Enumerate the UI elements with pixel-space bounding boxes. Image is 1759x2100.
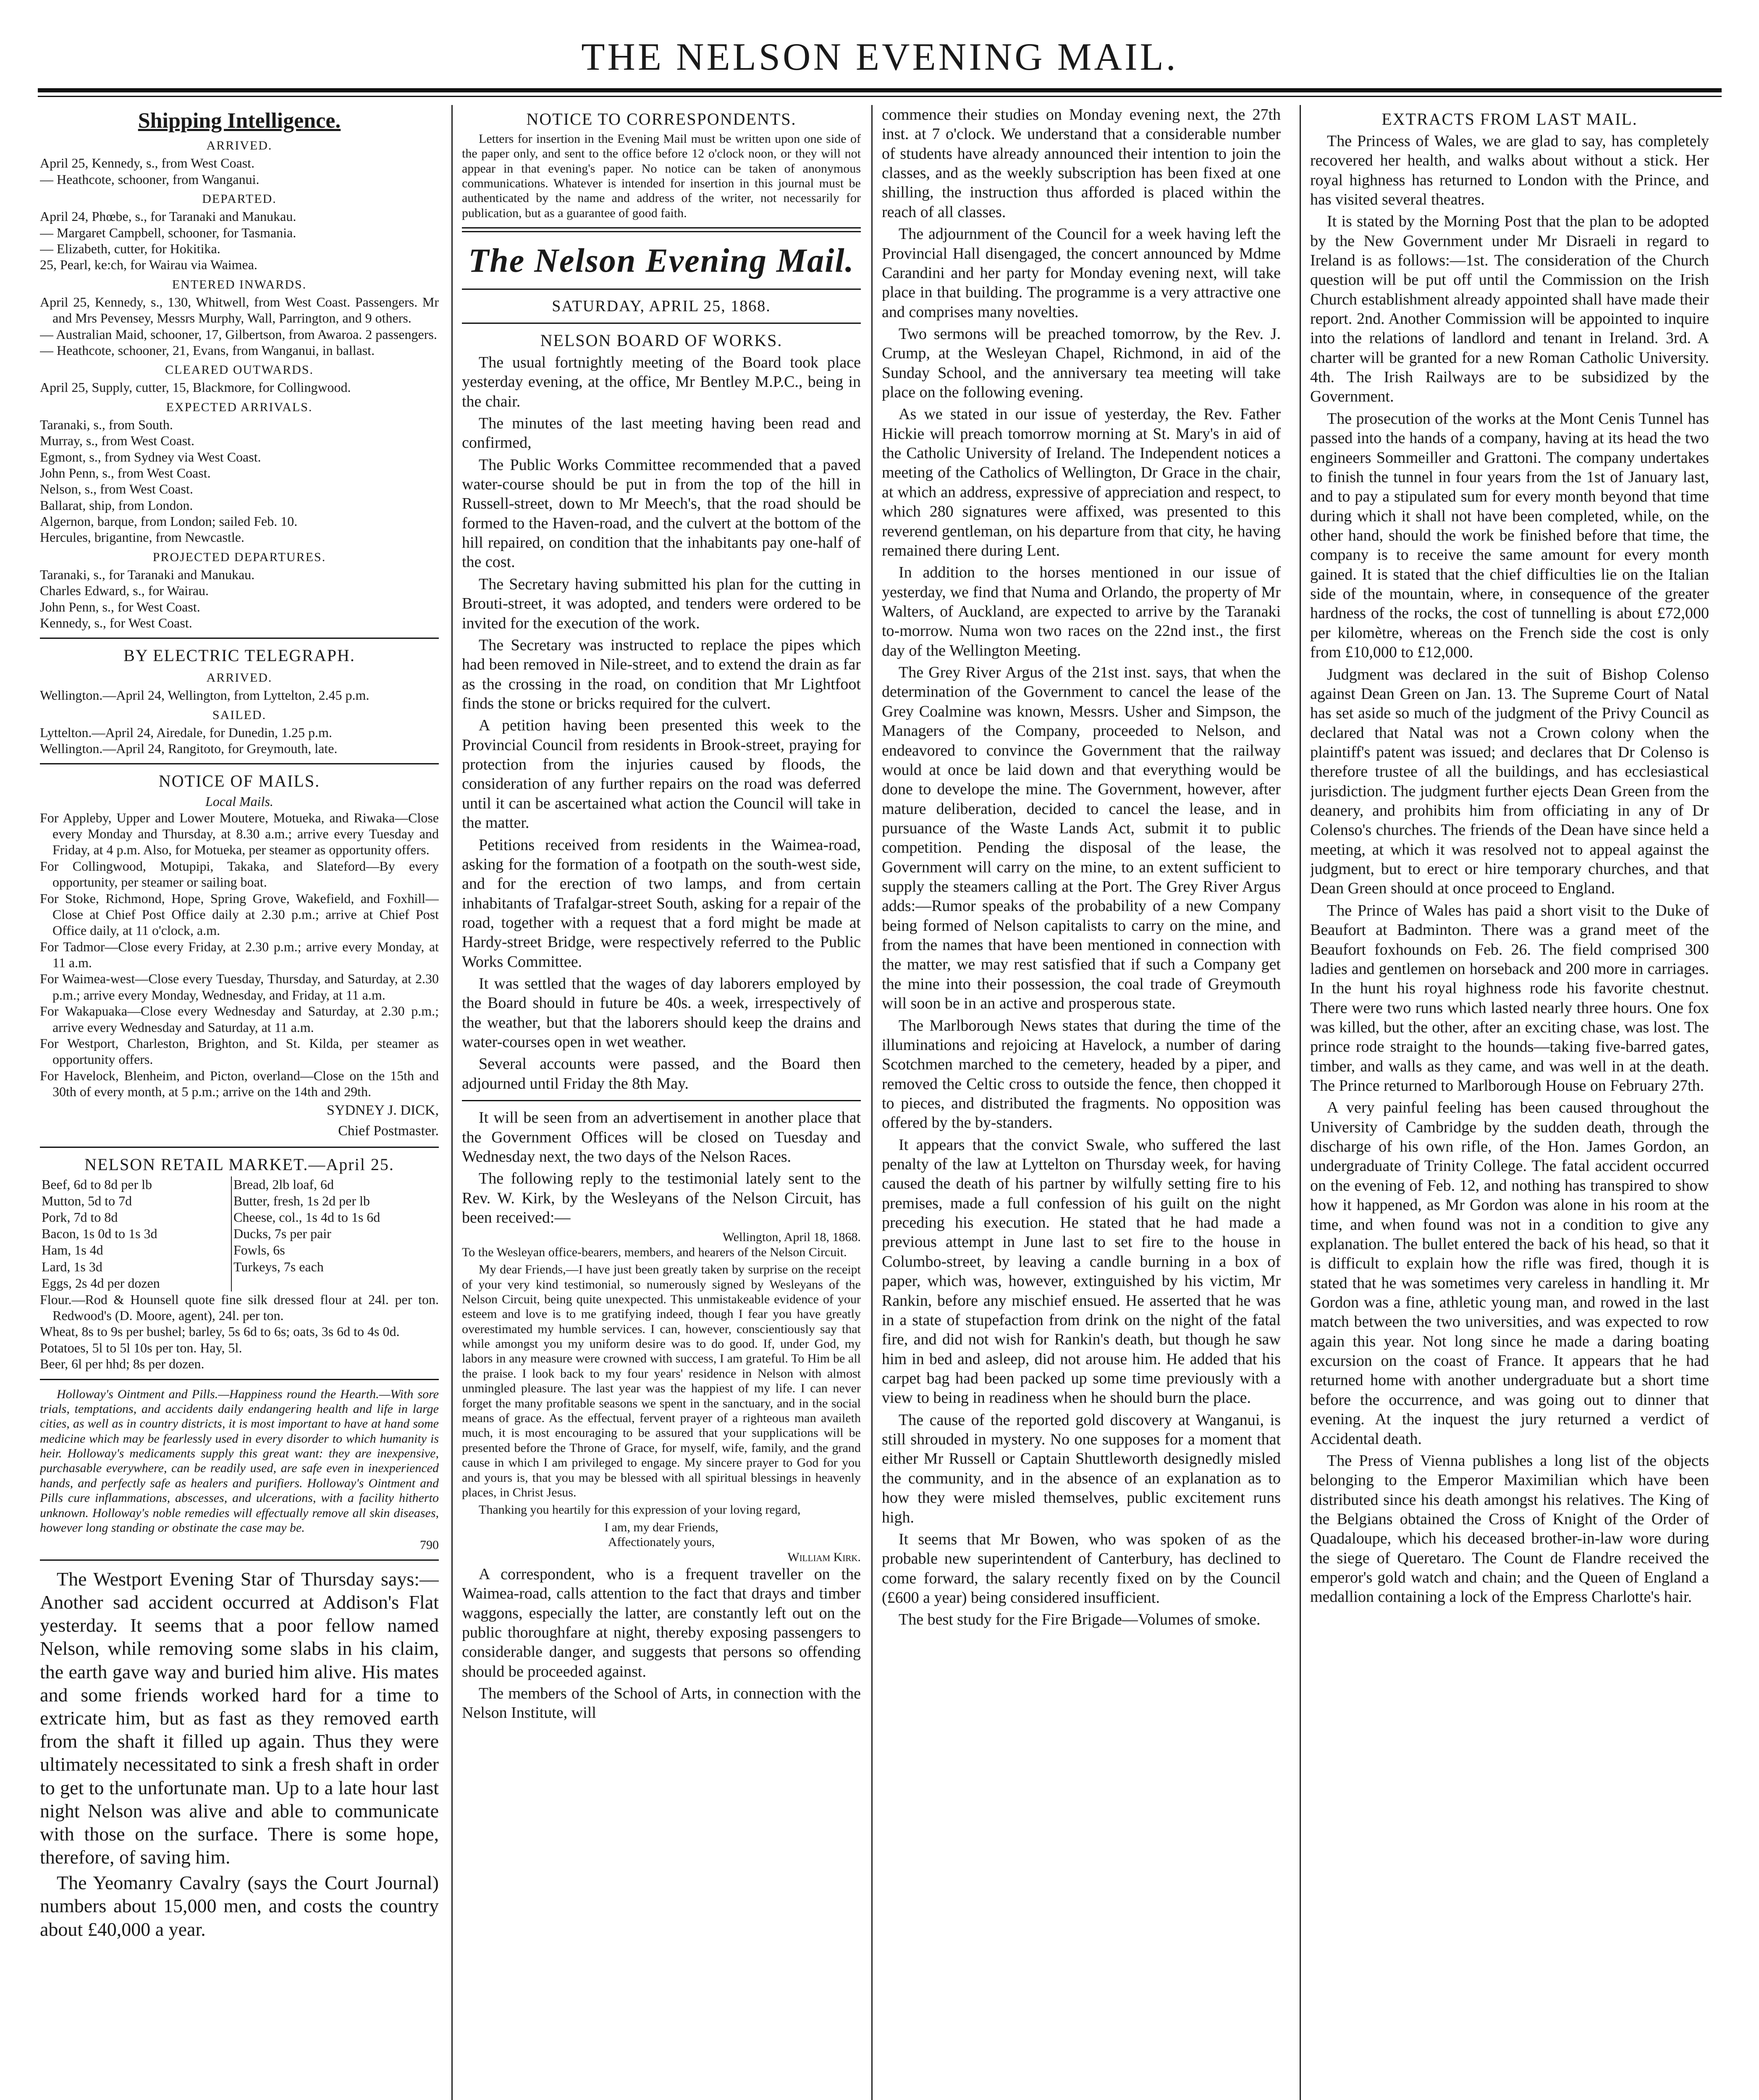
column-divider xyxy=(451,105,453,2100)
list-item: Cheese, col., 1s 4d to 1s 6d xyxy=(233,1210,380,1225)
article-paragraph: The Public Works Committee recommended that a paved water-course should be put in from the top of the hill in Russell-street, down to Mr Meech's, that the road should be formed to the Haven-road, and the culvert at the bottom of the hill repaired, on condition that the inhabitants pay one-half of the cost. xyxy=(462,456,861,571)
article-paragraph: The prosecution of the works at the Mont Cenis Tunnel has passed into the hands of a company, having at its head the two engineers Sommeiller and Grattoni. The company undertakes to finish the tunnel in four years from the 1st of January last, and to pay a stipulated sum for every month beyond that time during which it shall not have been completed, while, on the other hand, should the work be finished before that time, the company is to receive the same amount for every month gained. It is stated that the chief difficulties lie on the Italian side of the mountain, where, in consequence of the greater hardness of the rocks, the cost of tunnelling is about £72,000 per kilomètre, whereas on the French side the cost is only from £10,000 to £12,000. xyxy=(1310,410,1709,662)
departed-heading: DEPARTED. xyxy=(202,192,277,206)
article-paragraph: It was settled that the wages of day laborers employed by the Board should in future be 40s. a week, irrespectively of the weather, but that the laborers should keep the drains and water-courses open in wet weather. xyxy=(462,975,861,1051)
article-paragraph: The Secretary was instructed to replace the pipes which had been removed in Nile-street, and to extend the drain as far as the crossing in the road, on condition that Mr Lightfoot finds the stone or bricks required for the culvert. xyxy=(462,636,861,712)
market-left-list xyxy=(40,1176,231,1291)
letter-body: My dear Friends,—I have just been greatly taken by surprise on the receipt of your very kind testimonial, so numerously signed by Wesleyans of the Nelson Circuit, being quite unexpected. This unmistakeable evidence of your esteem and love is to me gratifying indeed, though I fear you have greatly overestimated my humble services. I can, however, conscientiously say that while amongst you my uniform desire was to do good. If, under God, my labors in any measure were crowned with success, I am grateful. To Him be all the praise. I look back to my four years' residence in Nelson with almost unmingled pleasure. The last year was the happiest of my life. I can never forget the many profitable seasons we spent in the sanctuary, and in the social means of grace. As the effectual, fervent prayer of a righteous man availeth much, it is most encouraging to be assured that your supplications will be presented before the Throne of Grace, for myself, wife, family, and the grand cause in which I am privileged to engage. My sincere prayer to God for you and yours is, that you may be blessed with all spiritual blessings in heavenly places, in Christ Jesus. xyxy=(462,1263,861,1499)
section-rule xyxy=(40,1379,439,1380)
article-paragraph: Several accounts were passed, and the Board then adjourned until Friday the 8th May. xyxy=(462,1055,861,1092)
entered-heading: ENTERED INWARDS. xyxy=(172,277,307,291)
article-paragraph: The Grey River Argus of the 21st inst. says, that when the determination of the Government to cancel the lease of the Grey Coalmine was known, Messrs. Usher and Simpson, the Managers of the Company, proceeded to Nelson, and endeavored to convince the Government that the railway would at once be laid down and that everything would be done to develope the mine. The Government, however, after mature deliberation, decided to cancel the lease, and in pursuance of the Waste Lands Act, submit it to public competition. Pending the disposal of the lease, the Government will carry on the mine, to an extent sufficient to supply the steamers calling at the Port. The Grey River Argus adds:—Rumor speaks of the probability of a new Company being formed of Nelson capitalists to carry on the mine, and from the names that have been mentioned in connection with the matter, we may rest satisfied that if such a Company get the mine into their possession, the coal trade of Greymouth will soon be in an active and prosperous state. xyxy=(882,664,1281,1013)
list-item: April 25, Kennedy, s., from West Coast. xyxy=(40,155,255,171)
column-3 xyxy=(882,105,1281,2100)
tel-sailed-heading: SAILED. xyxy=(212,708,267,722)
list-item: — Margaret Campbell, schooner, for Tasmania. xyxy=(40,225,296,240)
masthead-rule xyxy=(38,88,1722,92)
entered-list xyxy=(40,294,439,359)
article-paragraph: It is stated by the Morning Post that the plan to be adopted by the New Government under Mr Disraeli in regard to Ireland is as follows:—1st. The consideration of the Church question will be put off until the Commission on the Irish Church establishment already appointed shall have made their report. 2nd. Another Commission will be appointed to inquire into the relations of landlord and tenant in Ireland. 3rd. A charter will be granted for a new Roman Catholic University. 4th. The Irish Railways are to be subsidized by the Government. xyxy=(1310,213,1709,406)
article-paragraph: The cause of the reported gold discovery at Wanganui, is still shrouded in mystery. No one supposes for a moment that either Mr Russell or Captain Shuttleworth designedly misled the community, and in the absence of an explanation as to how they were misled themselves, public excitement runs high. xyxy=(882,1411,1281,1526)
article-paragraph: Judgment was declared in the suit of Bishop Colenso against Dean Green on Jan. 13. The Supreme Court of Natal has set aside so much of the judgment of the Privy Council as declared that Natal was not a Crown colony when the plaintiff's patent was issued; and declares that Dr Colenso is therefore trustee of all the buildings, and has ecclesiastical jurisdiction. The judgment further ejects Dean Green from the deanery, and prohibits him from officiating in any of Dr Colenso's churches. The friends of the Dean have since held a meeting, at which it was resolved not to appeal against the judgment, but to erect or hire temporary churches, and that Dean Green should at once proceed to England. xyxy=(1310,665,1709,898)
section-rule xyxy=(40,763,439,764)
article-paragraph: A petition having been presented this week to the Provincial Council from residents in Brook-street, praying for protection from the injuries caused by floods, the consideration of any further repairs on the road was deferred until it can be ascertained what action the Council will take in the matter. xyxy=(462,717,861,832)
expected-heading: EXPECTED ARRIVALS. xyxy=(166,400,313,414)
extracts-article xyxy=(1310,131,1709,1607)
column-1 xyxy=(40,105,439,2100)
letter-signature: William Kirk. xyxy=(787,1550,861,1564)
article-paragraph: The minutes of the last meeting having been read and confirmed, xyxy=(462,414,861,452)
column-2 xyxy=(462,105,861,2100)
list-item: For Westport, Charleston, Brighton, and St. Kilda, per steamer as opportunity offers. xyxy=(40,1036,439,1067)
section-rule xyxy=(40,1559,439,1561)
list-item: For Havelock, Blenheim, and Picton, overland—Close on the 15th and 30th of every month, at 5 p.m.; arrive on the 14th and 29th. xyxy=(40,1068,439,1100)
article-paragraph: It appears that the convict Swale, who suffered the last penalty of the law at Lyttelton on Thursday week, for having caused the death of his partner by wilfully setting fire to his premises, made a full confession of his guilt on the night preceding his execution. He stated that he had made a previous attempt in June last to set fire to the house in Columbo-street, by leaving a candle burning in a box of paper, which was, however, extinguished by his victim, Mr Rankin, before any mischief ensued. He asserted that he was in a state of stupefaction from drink on the night of the fatal fire, and did not wish for Rankin's death, but though he saw him in bed and asleep, did not arouse him. He added that his carpet bag had been packed up some time previously with a view to being in readiness when he should burn the place. xyxy=(882,1136,1281,1407)
list-item: Butter, fresh, 1s 2d per lb xyxy=(233,1193,370,1209)
section-rule xyxy=(462,323,861,324)
expected-list xyxy=(40,417,439,546)
article-paragraph: The best study for the Fire Brigade—Volumes of smoke. xyxy=(899,1611,1261,1629)
article-paragraph: The Press of Vienna publishes a long list of the objects belonging to the Emperor Maximilian which have been distributed since his death amongst his relatives. The King of the Belgians obtained the Cross of Knight of the Order of Quadaloupe, which his deceased brother-in-law wore during the siege of Queretaro. The Count de Flandre received the emperor's gold watch and chain; and the Queen of England a medallion containing a lock of the Empress Charlotte's hair. xyxy=(1310,1452,1709,1606)
list-item: For Tadmor—Close every Friday, at 2.30 p.m.; arrive every Monday, at 11 a.m. xyxy=(40,939,439,971)
masthead: THE NELSON EVENING MAIL. xyxy=(581,35,1178,78)
dateline: SATURDAY, APRIL 25, 1868. xyxy=(552,297,771,315)
list-item: Ham, 1s 4d xyxy=(42,1242,103,1258)
list-item: John Penn, s., for West Coast. xyxy=(40,599,200,614)
list-item: John Penn, s., from West Coast. xyxy=(40,465,211,480)
paper-title: The Nelson Evening Mail. xyxy=(468,242,855,280)
list-item: Wheat, 8s to 9s per bushel; barley, 5s 6d to 6s; oats, 3s 6d to 4s 0d. xyxy=(40,1324,400,1339)
local-news xyxy=(882,105,1281,1630)
list-item: Pork, 7d to 8d xyxy=(42,1210,118,1225)
section-rule xyxy=(40,1147,439,1148)
list-item: Fowls, 6s xyxy=(233,1242,285,1258)
extracts-heading: EXTRACTS FROM LAST MAIL. xyxy=(1382,110,1638,129)
article-paragraph: The Marlborough News states that during the time of the illuminations and rejoicing at Havelock, a number of daring Scotchmen marched to the cemetery, headed by a piper, and removed the Celtic cross to outside the fence, then chopped it to pieces, and distributed the fragments. No opposition was offered by the by-standers. xyxy=(882,1016,1281,1132)
yeomanry-article: The Yeomanry Cavalry (says the Court Journal) numbers about 15,000 men, and costs the country about £40,000 a year. xyxy=(40,1872,439,1940)
column-divider xyxy=(871,105,873,2100)
list-item: Kennedy, s., for West Coast. xyxy=(40,615,192,631)
letter-close-2: Affectionately yours, xyxy=(608,1535,715,1549)
market-right-list xyxy=(231,1176,439,1291)
tel-arrived-list xyxy=(40,687,439,703)
list-item: April 25, Kennedy, s., 130, Whitwell, from West Coast. Passengers. Mr and Mrs Pevensey, Messrs Murphy, Wall, Parrington, and 9 others. xyxy=(40,294,439,326)
market-heading: NELSON RETAIL MARKET.—April 25. xyxy=(84,1155,394,1174)
article-paragraph: The Secretary having submitted his plan for the cutting in Brouti-street, it was adopted, and tenders were ordered to be invited for the execution of the work. xyxy=(462,575,861,632)
article-paragraph: A very painful feeling has been caused throughout the University of Cambridge by the sudden death, through the discharge of his own rifle, of the Hon. James Gordon, an undergraduate of Trinity College. The fatal accident occurred on the evening of Feb. 12, and nothing has transpired to show how it happened, as Mr Gordon was alone in his room at the time, and when found was not in a condition to give any explanation. The bullet entered the back of his head, so that it is difficult to explain how the rifle was fired, though it is stated that he was sometimes very careless in handling it. Mr Gordon was a fine, athletic young man, and rowed in the last match between the two universities, and was expected to row again this year. Not long since he made a daring boating excursion on the coast of France. It appears that he had returned home with another undergraduate but a short time before the occurrence, and was going out to dinner that evening. At the inquest the jury returned a verdict of Accidental death. xyxy=(1310,1099,1709,1448)
list-item: For Stoke, Richmond, Hope, Spring Grove, Wakefield, and Foxhill—Close at Chief Post Office daily at 2.30 p.m.; arrive at Chief Post Office daily, at 11 o'clock, a.m. xyxy=(40,890,439,938)
list-item: For Waimea-west—Close every Tuesday, Thursday, and Saturday, at 2.30 p.m.; arrive every Monday, Wednesday, and Friday, at 11 a.m. xyxy=(40,971,439,1003)
article-paragraph: The adjournment of the Council for a week having left the Provincial Hall disengaged, the concert announced by Mdme Carandini and her party for Monday evening next, will take place in that building. The programme is a very attractive one and comprises many novelties. xyxy=(882,225,1281,321)
tel-arrived-heading: ARRIVED. xyxy=(206,671,273,685)
list-item: Wellington.—April 24, Rangitoto, for Greymouth, late. xyxy=(40,741,338,756)
list-item: April 24, Phœbe, s., for Taranaki and Manukau. xyxy=(40,209,296,224)
projected-heading: PROJECTED DEPARTURES. xyxy=(152,550,326,564)
list-item: Bread, 2lb loaf, 6d xyxy=(233,1177,334,1192)
article-paragraph: commence their studies on Monday evening next, the 27th inst. at 7 o'clock. We understand that a considerable number of students have already announced their intention to join the classes, and as the weekly subscription has been fixed at one shilling, the instruction thus afforded is placed within the reach of all classes. xyxy=(882,106,1281,221)
article-paragraph: It seems that Mr Bowen, who was spoken of as the probable new superintendent of Canterbury, has declined to come forward, the salary recently fixed on by the Council (£600 a year) being considered insufficient. xyxy=(882,1530,1281,1606)
list-item: Turkeys, 7s each xyxy=(233,1259,324,1274)
tel-sailed-list xyxy=(40,724,439,757)
article-paragraph: As we stated in our issue of yesterday, the Rev. Father Hickie will preach tomorrow morning at St. Mary's in aid of the Catholic University of Ireland. The Independent notices a meeting of the Catholics of Wellington, Dr Grace in the chair, at which an address, expressive of appreciation and respect, to which 280 signatures were affixed, was presented to this reverend gentleman, on his departure from that city, he having remained there during Lent. xyxy=(882,405,1281,559)
letter-date: Wellington, April 18, 1868. xyxy=(722,1230,861,1244)
list-item: For Wakapuaka—Close every Wednesday and Saturday, at 2.30 p.m.; arrive every Wednesday and Saturday, at 11 a.m. xyxy=(40,1003,439,1035)
list-item: Eggs, 2s 4d per dozen xyxy=(42,1275,160,1291)
list-item: April 25, Supply, cutter, 15, Blackmore, for Collingwood. xyxy=(40,380,351,395)
article-paragraph: The Princess of Wales, we are glad to say, has completely recovered her health, and walks about without a stick. Her royal highness has returned to London with the Prince, and has visited several theatres. xyxy=(1310,132,1709,208)
list-item: Charles Edward, s., for Wairau. xyxy=(40,583,209,598)
arrived-list xyxy=(40,155,439,187)
departed-list xyxy=(40,208,439,273)
list-item: Beef, 6d to 8d per lb xyxy=(42,1177,152,1192)
list-item: Lard, 1s 3d xyxy=(42,1259,102,1274)
column-divider xyxy=(1300,105,1301,2100)
letter-thanks: Thanking you heartily for this expression of your loving regard, xyxy=(479,1503,801,1517)
mails-heading: NOTICE OF MAILS. xyxy=(158,772,320,791)
board-heading: NELSON BOARD OF WORKS. xyxy=(540,331,783,350)
list-item: Egmont, s., from Sydney via West Coast. xyxy=(40,449,261,465)
school-arts-article: The members of the School of Arts, in connection with the Nelson Institute, will xyxy=(462,1685,861,1722)
list-item: Mutton, 5d to 7d xyxy=(42,1193,132,1209)
list-item: — Australian Maid, schooner, 17, Gilbertson, from Awaroa. 2 passengers. xyxy=(40,326,437,342)
correspondent-article: A correspondent, who is a frequent traveller on the Waimea-road, calls attention to the fact that drays and timber waggons, especially the latter, are constantly left out on the public thoroughfare at night, thereby exposing passengers to considerable danger, and suggests that persons so offending should be proceeded against. xyxy=(462,1565,861,1680)
list-item: Hercules, brigantine, from Newcastle. xyxy=(40,530,244,545)
section-rule xyxy=(462,227,861,232)
list-item: Beer, 6l per hhd; 8s per dozen. xyxy=(40,1356,204,1372)
article-paragraph: Two sermons will be preached tomorrow, by the Rev. J. Crump, at the Wesleyan Chapel, Richmond, in aid of the Sunday School, and the anniversary tea meeting will take place on the following evening. xyxy=(882,325,1281,402)
list-item: — Heathcote, schooner, from Wanganui. xyxy=(40,171,260,187)
article-paragraph: The Prince of Wales has paid a short visit to the Duke of Beaufort at Badminton. There was a grand meet of the Beaufort foxhounds on Feb. 26. The field comprised 300 ladies and gentlemen on horseback and 200 more in carriages. In the hunt his royal highness rode his favorite chestnut. There were two runs which lasted nearly three hours. One fox was killed, but the other, after an exciting chase, was lost. The prince rode straight to the hounds—taking five-barred gates, timber, and walls as they came, and was well in at the death. The Prince returned to Marlborough House on February 27th. xyxy=(1310,901,1709,1095)
list-item: — Heathcote, schooner, 21, Evans, from Wanganui, in ballast. xyxy=(40,342,375,358)
section-rule xyxy=(40,638,439,639)
market-notes xyxy=(40,1292,439,1372)
cleared-heading: CLEARED OUTWARDS. xyxy=(165,363,314,377)
list-item: Ducks, 7s per pair xyxy=(233,1226,331,1242)
list-item: Flour.—Rod & Hounsell quote fine silk dressed flour at 24l. per ton. Redwood's (D. Moore, agent), 24l. per ton. xyxy=(40,1292,439,1323)
list-item: Algernon, barque, from London; sailed Feb. 10. xyxy=(40,514,298,529)
kirk-intro: The following reply to the testimonial lately sent to the Rev. W. Kirk, by the Wesleyans of the Nelson Circuit, has been received:— xyxy=(462,1170,861,1226)
list-item: Taranaki, s., for Taranaki and Manukau. xyxy=(40,567,255,582)
telegraph-heading: BY ELECTRIC TELEGRAPH. xyxy=(123,646,355,665)
list-item: 25, Pearl, ke:ch, for Wairau via Waimea. xyxy=(40,257,257,273)
column-4 xyxy=(1310,105,1709,2100)
section-rule xyxy=(462,1100,861,1101)
correspondents-notice: Letters for insertion in the Evening Mail must be written upon one side of the paper only, and sent to the office before 12 o'clock noon, or they will not appear in that evening's paper. No notice can be taken of anonymous communications. Whatever is intended for insertion in this journal must be authenticated by the name and address of the writer, not necessarily for publication, but as a guarantee of good faith. xyxy=(462,131,861,220)
list-item: Murray, s., from West Coast. xyxy=(40,433,195,449)
list-item: Wellington.—April 24, Wellington, from Lyttelton, 2.45 p.m. xyxy=(40,688,370,703)
mails-subheading: Local Mails. xyxy=(205,794,273,809)
letter-close: I am, my dear Friends, xyxy=(604,1520,718,1534)
section-rule xyxy=(462,289,861,290)
arrived-heading: ARRIVED. xyxy=(206,139,273,153)
board-article xyxy=(462,353,861,1093)
list-item: Bacon, 1s 0d to 1s 3d xyxy=(42,1226,157,1242)
masthead-rule-thin xyxy=(38,96,1722,97)
holloway-number: 790 xyxy=(420,1538,439,1552)
list-item: Nelson, s., from West Coast. xyxy=(40,481,193,497)
article-paragraph: The usual fortnightly meeting of the Board took place yesterday evening, at the office, Mr Bentley M.P.C., being in the chair. xyxy=(462,353,861,410)
correspondents-heading: NOTICE TO CORRESPONDENTS. xyxy=(526,110,797,129)
holloway-advert: Holloway's Ointment and Pills.—Happiness round the Hearth.—With sore trials, temptations, and accidents daily endangering health and life in large cities, as well as in country districts, it is most important to have at hand some medicine which may be fearlessly used in every disorder to which humanity is heir. Holloway's medicaments supply this great want: they are inexpensive, purchasable everywhere, can be readily used, are safe even in inexperienced hands, and perfectly safe as healers and purifiers. Holloway's Ointment and Pills cure inflammations, abscesses, and ulcerations, with a facility hitherto unknown. Holloway's noble remedies will effectually remove all skin diseases, however long standing or obstinate the case may be. xyxy=(40,1387,439,1535)
mails-signature-title: Chief Postmaster. xyxy=(338,1123,439,1139)
list-item: For Appleby, Upper and Lower Moutere, Motueka, and Riwaka—Close every Monday and Thursday, at 8.30 a.m.; arrive every Tuesday and Friday, at 4 p.m. Also, for Motueka, per steamer as opportunity offers. xyxy=(40,810,439,858)
list-item: For Collingwood, Motupipi, Takaka, and Slateford—By every opportunity, per steamer or sailing boat. xyxy=(40,858,439,890)
mails-signature: SYDNEY J. DICK, xyxy=(327,1102,439,1118)
cleared-list xyxy=(40,379,439,395)
market-table xyxy=(40,1176,439,1291)
westport-article: The Westport Evening Star of Thursday says:—Another sad accident occurred at Addison's Flat yesterday. It seems that a poor fellow named Nelson, while removing some slabs in his claim, the earth gave way and buried him alive. His mates and some friends worked hard for a time to extricate him, but as fast as they removed earth from the shaft it filled up again. Thus they were ultimately necessitated to sink a fresh shaft in order to get to the unfortunate man. Up to a late hour last night Nelson was alive and able to communicate with those on the surface. There is some hope, therefore, of saving him. xyxy=(40,1568,439,1868)
list-item: Potatoes, 5l to 5l 10s per ton. Hay, 5l. xyxy=(40,1340,242,1355)
shipping-heading: Shipping Intelligence. xyxy=(138,109,341,133)
letter-to: To the Wesleyan office-bearers, members, and hearers of the Nelson Circuit. xyxy=(462,1245,847,1259)
list-item: Taranaki, s., from South. xyxy=(40,417,173,432)
article-paragraph: In addition to the horses mentioned in our issue of yesterday, we find that Numa and Orlando, the property of Mr Walters, of Auckland, are expected to arrive by the Taranaki to-morrow. Numa won two races on the 22nd inst., the first day of the Wellington Meeting. xyxy=(882,564,1281,659)
mails-list xyxy=(40,810,439,1100)
list-item: Ballarat, ship, from London. xyxy=(40,497,193,513)
article-paragraph: Petitions received from residents in the Waimea-road, asking for the formation of a footpath on the south-west side, and for the erection of two lamps, and from certain inhabitants of Trafalgar-street South, asking for a repair of the road, together with a request that a ford might be made at Hardy-street Bridge, were respectively referred to the Public Works Committee. xyxy=(462,836,861,971)
projected-list xyxy=(40,567,439,631)
list-item: — Elizabeth, cutter, for Hokitika. xyxy=(40,241,220,256)
offices-article: It will be seen from an advertisement in another place that the Government Offices will be closed on Tuesday and Wednesday next, the two days of the Nelson Races. xyxy=(462,1109,861,1166)
list-item: Lyttelton.—April 24, Airedale, for Dunedin, 1.25 p.m. xyxy=(40,724,332,740)
